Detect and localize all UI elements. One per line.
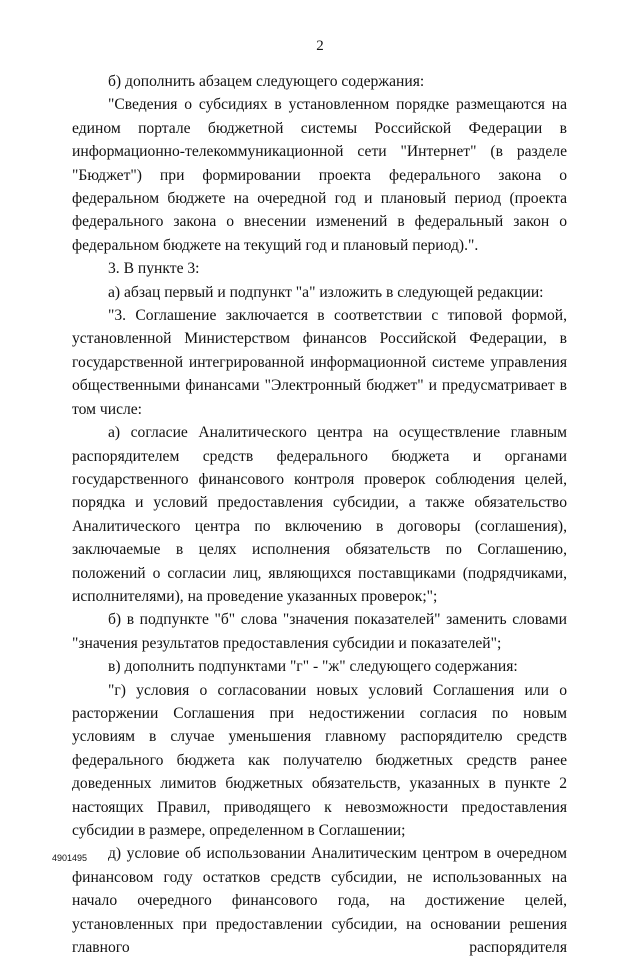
paragraph-c-add-subparagraphs: в) дополнить подпунктами "г" - "ж" следующего содержания: [108, 658, 518, 676]
paragraph-a-restate: а) абзац первый и подпункт "а" изложить в следующей редакции: [108, 283, 544, 301]
paragraph-subsidy-info-quote: "Сведения о субсидиях в установленном порядке размещаются на едином портале бюджетной системы Российской Федерации в информационно-телекоммуникационной сети "Интернет" (в разделе "Бюджет") при формировании проекта федерального закона о федеральном бюджете на очередной год и плановый период (проекта федерального закона о внесении изменений в федеральный закон о федеральном бюджете на текущий год и плановый период).". [72, 96, 567, 254]
paragraph-b-add-subparagraph: б) дополнить абзацем следующего содержания: [108, 73, 425, 90]
document-code: 4901495 [52, 853, 88, 863]
paragraph-agreement-clause: "3. Соглашение заключается в соответствии с типовой формой, установленной Министерством финансов Российской Федерации, в государственной интегрированной информационной системе управления общественными финансами "Электронный бюджет" и предусматривает в том числе: [72, 307, 567, 418]
paragraph-g-conditions: "г) условия о согласовании новых условий Соглашения или о расторжении Соглашения при недостижении согласия по новым условиям в случае уменьшения главному распорядителю средств федерального бюджета как получателю бюджетных средств ранее доведенных лимитов бюджетных обязательств, указанных в пункте 2 настоящих Правил, приводящего к невозможности предоставления субсидии в размере, определенном в Соглашении; [72, 681, 567, 839]
paragraph-item-3-heading: 3. В пункте 3: [108, 260, 200, 278]
paragraph-b-replace-words: б) в подпункте "б" слова "значения показателей" заменить словами "значения результатов предоставления субсидии и показателей"; [72, 611, 567, 652]
paragraph-d-condition: д) условие об использовании Аналитическим центром в очередном финансовом году остатков средств субсидии, не использованных на начало очередного финансового года, на достижение целей, установленных при предоставлении субсидии, на основании решения главного распорядителя [72, 845, 567, 957]
paragraph-consent-clause: а) согласие Аналитического центра на осуществление главным распорядителем средств федерального бюджета и органами государственного финансового контроля проверок соблюдения целей, порядка и условий предоставления субсидии, а также обязательство Аналитического центра по включению в договоры (соглашения), заключаемые в целях исполнения обязательств по Соглашению, положений о согласии лиц, являющихся поставщиками (подрядчиками, исполнителями), на проведение указанных проверок;"; [72, 424, 567, 605]
document-body [72, 70, 567, 959]
page-number: 2 [316, 38, 324, 54]
